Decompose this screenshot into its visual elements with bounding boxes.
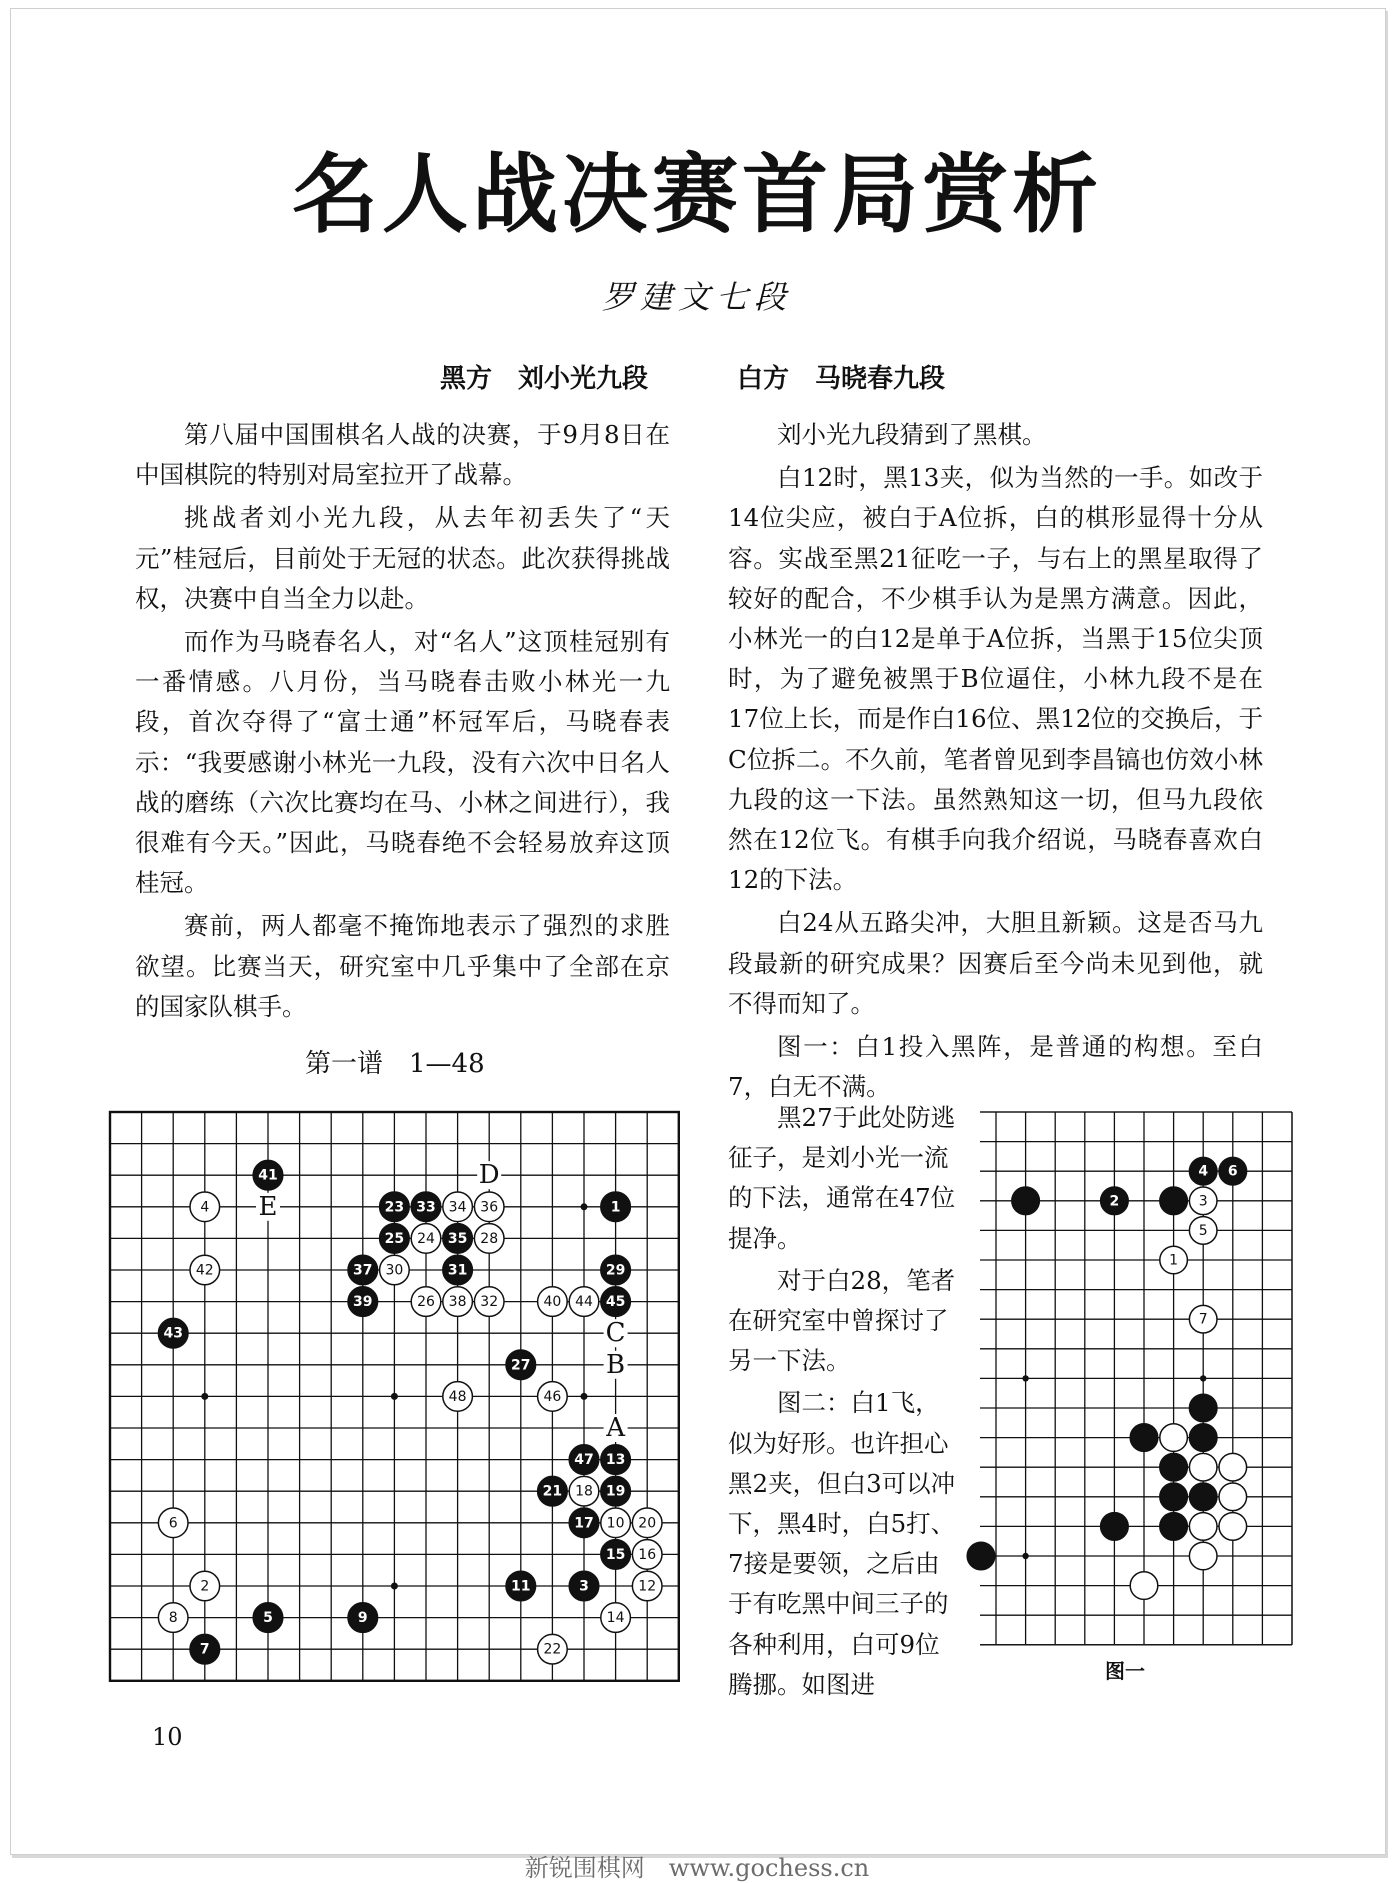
move-number: 3 bbox=[1198, 1193, 1208, 1210]
paragraph: 白12时，黑13夹，似为当然的一手。如改于14位尖应，被白于A位拆，白的棋形显得十分从容。实战至黑21征吃一子，与右上的黑星取得了较好的配合，不少棋手认为是黑方满意。因此，小林光一的白12是单于A位拆，当黑于15位尖顶时，为了避免被黑于B位逼住，小林九段不是在17位上长，而是作白16位、黑12位的交换后，于C位拆二。不久前，笔者曾见到李昌镐也仿效小林九段的这一下法。虽然熟知这一切，但马九段依然在12位飞。有棋手向我介绍说，马晓春喜欢白12的下法。 bbox=[728, 463, 1263, 895]
white-stone bbox=[1219, 1483, 1247, 1511]
star-point bbox=[201, 1393, 208, 1400]
black-stone bbox=[1160, 1187, 1188, 1215]
move-number: 42 bbox=[195, 1262, 214, 1279]
move-number: 8 bbox=[168, 1610, 178, 1627]
move-number: 11 bbox=[511, 1578, 531, 1595]
move-number: 30 bbox=[385, 1262, 404, 1279]
board-letter-b: B bbox=[606, 1349, 626, 1380]
white-stone bbox=[1189, 1542, 1217, 1570]
move-number: 44 bbox=[575, 1294, 593, 1311]
white-stone bbox=[1160, 1424, 1188, 1452]
move-number: 43 bbox=[163, 1325, 183, 1342]
article-title: 名人战决赛首局赏析 bbox=[292, 145, 1102, 245]
white-stone bbox=[1189, 1513, 1217, 1541]
white-stone bbox=[1130, 1572, 1158, 1600]
move-number: 2 bbox=[200, 1578, 210, 1595]
move-number: 40 bbox=[543, 1294, 562, 1311]
move-number: 4 bbox=[200, 1199, 210, 1216]
move-number: 17 bbox=[574, 1515, 594, 1532]
paragraph: 图二：白1飞，似为好形。也许担心黑2夹，但白3可以冲下，黑4时，白5打、7接是要领，之后由于有吃黑中间三子的各种利用，白可9位腾挪。如图进 bbox=[728, 1388, 956, 1699]
paragraph: 挑战者刘小光九段，从去年初丢失了“天元”桂冠后，目前处于无冠的状态。此次获得挑战权，决赛中自当全力以赴。 bbox=[135, 503, 670, 613]
paragraph: 图一：白1投入黑阵，是普通的构想。至白7，白无不满。 bbox=[728, 1032, 1263, 1102]
move-number: 45 bbox=[605, 1294, 626, 1311]
move-number: 26 bbox=[417, 1294, 435, 1311]
move-number: 5 bbox=[1198, 1222, 1208, 1239]
move-number: 22 bbox=[543, 1641, 562, 1658]
move-number: 41 bbox=[258, 1167, 278, 1184]
board-letter-a: A bbox=[606, 1413, 625, 1443]
star-point bbox=[1022, 1553, 1028, 1559]
move-number: 47 bbox=[574, 1452, 594, 1469]
white-stone bbox=[1219, 1453, 1247, 1481]
star-point bbox=[581, 1393, 588, 1400]
move-number: 7 bbox=[199, 1641, 210, 1658]
board-letter-e: E bbox=[258, 1191, 278, 1222]
black-stone bbox=[1160, 1483, 1188, 1511]
black-stone bbox=[1160, 1513, 1188, 1541]
move-number: 35 bbox=[447, 1230, 468, 1247]
move-number: 19 bbox=[605, 1483, 626, 1500]
diagram2-caption: 图一 bbox=[1105, 1659, 1145, 1683]
move-number: 9 bbox=[357, 1610, 368, 1627]
move-number: 31 bbox=[447, 1262, 468, 1279]
black-stone bbox=[1160, 1453, 1188, 1481]
move-number: 38 bbox=[448, 1294, 467, 1311]
move-number: 1 bbox=[610, 1199, 621, 1216]
paragraph: 第八届中国围棋名人战的决赛，于9月8日在中国棋院的特别对局室拉开了战幕。 bbox=[135, 420, 670, 490]
move-number: 32 bbox=[480, 1294, 499, 1311]
black-stone bbox=[1189, 1394, 1217, 1422]
paragraph: 对于白28，笔者在研究室中曾探讨了另一下法。 bbox=[728, 1265, 956, 1376]
move-number: 6 bbox=[168, 1515, 178, 1532]
board-letter-c: C bbox=[605, 1318, 626, 1349]
star-point bbox=[1200, 1375, 1206, 1381]
article-author: 罗建文七段 bbox=[601, 278, 792, 316]
move-number: 27 bbox=[511, 1357, 531, 1374]
white-stone bbox=[1219, 1513, 1247, 1541]
move-number: 29 bbox=[605, 1262, 626, 1279]
white-player: 白方 马晓春九段 bbox=[737, 364, 946, 394]
move-number: 23 bbox=[384, 1199, 405, 1216]
move-number: 46 bbox=[543, 1388, 562, 1405]
move-number: 21 bbox=[542, 1483, 563, 1500]
right-column bbox=[728, 415, 1263, 1110]
move-number: 7 bbox=[1198, 1311, 1208, 1328]
move-number: 48 bbox=[448, 1388, 467, 1405]
paragraph: 白24从五路尖冲，大胆且新颖。这是否马九段最新的研究成果？因赛后至今尚未见到他，就不得而知了。 bbox=[728, 908, 1263, 1018]
move-number: 2 bbox=[1109, 1193, 1120, 1210]
narrow-column bbox=[728, 1098, 956, 1707]
star-point bbox=[391, 1393, 398, 1400]
paragraph: 而作为马晓春名人，对“名人”这顶桂冠别有一番情感。八月份，当马晓春击败小林光一九段，首次夺得了“富士通”杯冠军后，马晓春表示：“我要感谢小林光一九段，没有六次中日名人战的磨练（六次比赛均在马、小林之间进行），我很难有今天。”因此，马晓春绝不会轻易放弃这顶桂冠。 bbox=[135, 627, 670, 898]
black-stone bbox=[1130, 1424, 1158, 1452]
move-number: 34 bbox=[448, 1199, 467, 1216]
move-number: 4 bbox=[1198, 1163, 1209, 1180]
black-stone bbox=[1189, 1483, 1217, 1511]
black-stone bbox=[1101, 1513, 1129, 1541]
move-number: 39 bbox=[353, 1294, 373, 1311]
move-number: 12 bbox=[638, 1578, 657, 1595]
paragraph: 赛前，两人都毫不掩饰地表示了强烈的求胜欲望。比赛当天，研究室中几乎集中了全部在京的国家队棋手。 bbox=[135, 911, 670, 1021]
black-stone bbox=[1189, 1424, 1217, 1452]
black-stone bbox=[967, 1542, 995, 1570]
paragraph: 刘小光九段猜到了黑棋。 bbox=[777, 420, 1047, 449]
move-number: 33 bbox=[416, 1199, 436, 1216]
left-column bbox=[135, 415, 670, 1030]
board-letter-d: D bbox=[478, 1160, 500, 1191]
move-number: 5 bbox=[263, 1610, 273, 1627]
white-stone bbox=[1189, 1453, 1217, 1481]
black-player: 黑方 刘小光九段 bbox=[440, 364, 649, 394]
move-number: 25 bbox=[384, 1230, 405, 1247]
move-number: 28 bbox=[480, 1230, 499, 1247]
go-board-diagram-2 bbox=[980, 1110, 1287, 1658]
move-number: 6 bbox=[1227, 1163, 1238, 1180]
move-number: 1 bbox=[1169, 1252, 1179, 1269]
star-point bbox=[581, 1203, 588, 1210]
move-number: 10 bbox=[606, 1515, 625, 1532]
move-number: 13 bbox=[605, 1452, 626, 1469]
diagram1-caption: 第一谱 1—48 bbox=[305, 1049, 485, 1079]
go-board-diagram-1 bbox=[108, 1110, 691, 1687]
watermark: 新锐围棋网 www.gochess.cn bbox=[524, 1854, 870, 1882]
black-stone bbox=[1012, 1187, 1040, 1215]
page-number: 10 bbox=[152, 1723, 183, 1751]
paragraph: 黑27于此处防逃征子，是刘小光一流的下法，通常在47位提净。 bbox=[728, 1103, 956, 1253]
move-number: 18 bbox=[575, 1483, 593, 1500]
star-point bbox=[391, 1583, 398, 1590]
move-number: 15 bbox=[605, 1546, 626, 1563]
star-point bbox=[1022, 1375, 1028, 1381]
move-number: 16 bbox=[638, 1546, 657, 1563]
move-number: 20 bbox=[638, 1515, 657, 1532]
move-number: 14 bbox=[606, 1610, 625, 1627]
move-number: 36 bbox=[480, 1199, 499, 1216]
move-number: 24 bbox=[417, 1230, 435, 1247]
move-number: 37 bbox=[353, 1262, 373, 1279]
move-number: 3 bbox=[579, 1578, 589, 1595]
